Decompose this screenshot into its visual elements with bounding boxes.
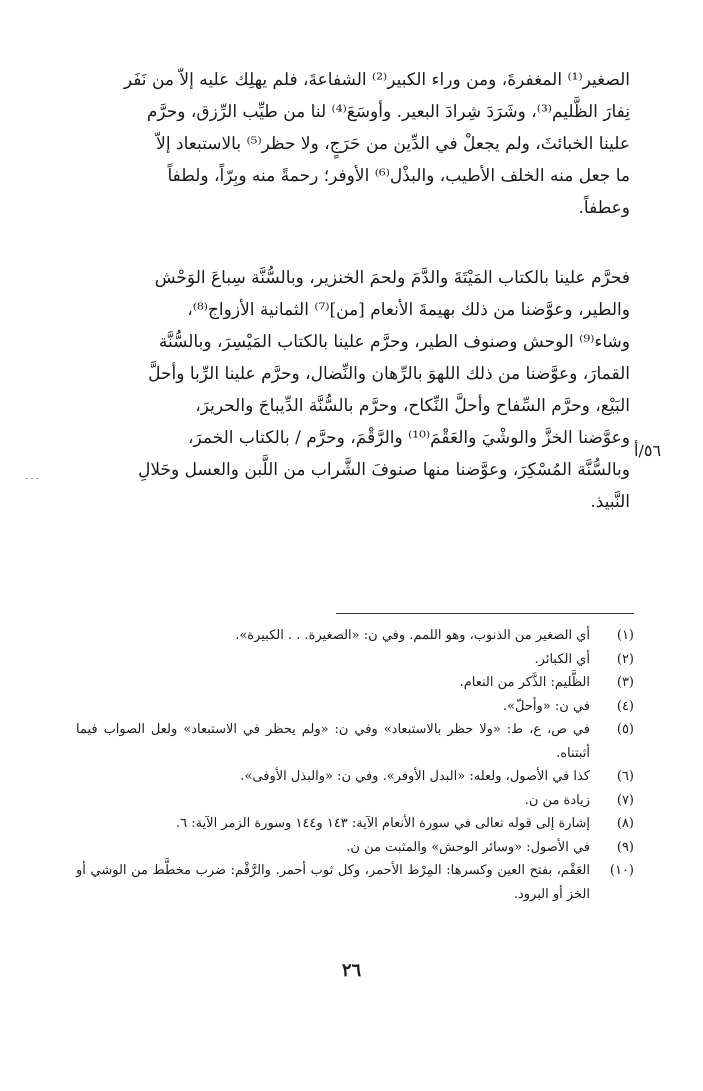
- footnote: [76, 624, 634, 648]
- text-line: علينا الخبائثَ، ولم يجعلْ في الدِّين من حَرَجٍ، ولا حظر⁽⁵⁾ بالاستبعاد إلاّ: [156, 134, 630, 154]
- footnote-number: (١): [616, 628, 634, 643]
- text-line: وعوَّضنا الخزَّ والوشْيَ والعَقْمَ⁽¹⁰⁾ والرَّقْمَ، وحرَّم / بالكتاب الخمرَ،: [187, 428, 630, 448]
- footnote-text: كذا في الأصول، ولعله: «البدل الأوفر». وفي ن: «والبذل الأوفى».: [240, 769, 590, 784]
- main-paragraph-1: [70, 64, 630, 224]
- footnote: [76, 859, 634, 906]
- footnote-text: في ن: «وأحلّ».: [502, 698, 590, 714]
- text-line: والطير، وعوَّضنا من ذلك بهيمةَ الأنعام [من]⁽⁷⁾ الثمانية الأزواج⁽⁸⁾،: [187, 300, 630, 320]
- footnote-text: أي الصغير من الذنوب، وهو اللمم. وفي ن: «الصغيرة. . . الكبيرة».: [235, 628, 590, 643]
- text-line: نِفارَ الظَّليم⁽³⁾، وشَرَدَ شِرادَ البعير. وأوسَعَ⁽⁴⁾ لنا من طيِّب الرِّزق، وحرَّم: [146, 102, 630, 122]
- footnotes-section: [76, 624, 634, 906]
- text-line: وعطفاً.: [578, 198, 630, 218]
- footnote-number: (٦): [616, 769, 634, 784]
- text-line: البَيْع، وحرَّم السِّفاح وأحلَّ النِّكاح، وحرَّم بالسُّنَّة الدِّيباجَ والحريرَ،: [195, 396, 630, 416]
- footnote-text: أي الكبائر.: [534, 651, 590, 667]
- manuscript-folio-marker: ٥٦/أ: [634, 441, 662, 460]
- text-line: وبالسُّنَّة المُسْكِرَ، وعوَّضنا منها صنوفَ الشَّراب من اللَّبن والعسل وحَلالِ: [138, 460, 630, 480]
- footnote-number: (٨): [616, 816, 634, 831]
- text-line: وشاء⁽⁹⁾ الوحش وصنوف الطير، وحرَّم علينا بالكتاب المَيْسِرَ، وبالسُّنَّة: [158, 332, 630, 352]
- footnote-text: زيادة من ن.: [524, 792, 590, 808]
- footnote: [76, 648, 634, 672]
- footnote-divider: [336, 613, 634, 614]
- footnote-text: في الأصول: «وسائر الوحش» والمثبت من ن.: [346, 839, 590, 855]
- footnote-text: العَقْم، بفتح العين وكسرها: المِرْط الأحمر، وكل ثوب أحمر. والرَّقْم: ضرب مخطَّط من الوشي أو الخز أو البرود.: [76, 863, 590, 902]
- footnote: [76, 789, 634, 813]
- footnote: [76, 671, 634, 695]
- footnote-number: (٧): [616, 792, 634, 808]
- text-line: ما جعل منه الخلف الأطيب، والبذْل⁽⁶⁾ الأوفر؛ رحمةً منه وبِرّاً، ولطفاً: [167, 166, 630, 186]
- footnote-number: (٣): [616, 675, 634, 690]
- text-line: القمارَ، وعوَّضنا من ذلك اللهوَ بالرِّهان والنِّضال، وحرَّم علينا الرِّبا وأحلَّ: [148, 364, 630, 384]
- footnote-text: إشارة إلى قوله تعالى في سورة الأنعام الآية: ١٤٣ و١٤٤ وسورة الزمر الآية: ٦.: [175, 816, 590, 831]
- text-line: الصغير⁽¹⁾ المغفرةَ، ومن وراء الكبير⁽²⁾ الشفاعةَ، فلم يهلِك عليه إلاّ من نَفَر: [123, 70, 630, 90]
- footnote-number: (٥): [616, 722, 634, 737]
- footnote-text: الظَّليم: الذَّكر من النعام.: [459, 675, 590, 690]
- footnote-number: (٢): [616, 651, 634, 667]
- page-number: ٢٦: [341, 960, 362, 981]
- footnote: [76, 695, 634, 719]
- main-paragraph-2: [70, 262, 630, 518]
- footnote: [76, 718, 634, 765]
- footnote-text: في ص، ع، ط: «ولا حظر بالاستبعاد» وفي ن: «ولم يحظر في الاستبعاد» ولعل الصواب فيما أثبتناه.: [76, 722, 590, 761]
- footnote: [76, 812, 634, 836]
- text-line: النَّبيذ.: [590, 492, 630, 512]
- text-line: فحرَّم علينا بالكتاب المَيْتَةَ والدَّمَ ولحمَ الخنزير، وبالسُّنَّة سِباعَ الوَحْش: [154, 268, 630, 288]
- footnote: [76, 765, 634, 789]
- footnote-number: (١٠): [609, 863, 634, 878]
- footnote-number: (٩): [616, 839, 634, 855]
- footnote: [76, 836, 634, 860]
- footnote-number: (٤): [616, 698, 634, 714]
- edge-tick-decoration: [25, 478, 39, 479]
